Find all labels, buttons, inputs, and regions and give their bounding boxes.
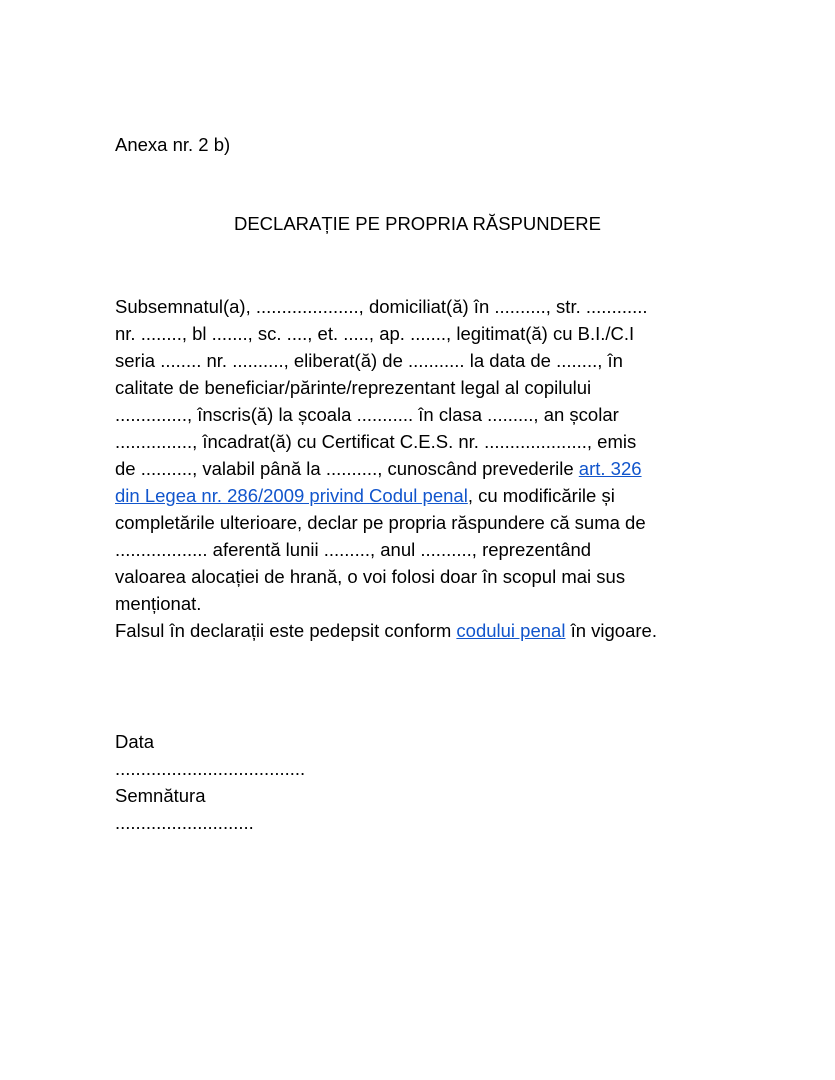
body-line-12: menționat. <box>115 593 202 614</box>
body-line-7-text: de .........., valabil până la .........., cunoscând prevederile <box>115 458 579 479</box>
body-line-1: Subsemnatul(a), ...................., domiciliat(ă) în .........., str. ............ <box>115 296 648 317</box>
body-line-13-text-pre: Falsul în declarații este pedepsit conform <box>115 620 457 641</box>
declaration-body <box>115 293 730 644</box>
signature-dots: ........................... <box>115 812 254 833</box>
body-line-9: completările ulterioare, declar pe propria răspundere că suma de <box>115 512 646 533</box>
penal-code-link[interactable]: codului penal <box>456 620 566 641</box>
body-line-6: ..............., încadrat(ă) cu Certificat C.E.S. nr. ...................., emis <box>115 431 637 452</box>
body-line-3: seria ........ nr. .........., eliberat(ă) de ........... la data de ........, în <box>115 350 623 371</box>
signature-block <box>115 728 305 836</box>
penal-code-article-link-part-1[interactable]: art. 326 <box>578 458 642 479</box>
date-dots: ..................................... <box>115 758 306 779</box>
body-line-2: nr. ........, bl ......., sc. ...., et. ....., ap. ......., legitimat(ă) cu B.I./C.I <box>115 323 635 344</box>
body-line-11: valoarea alocației de hrană, o voi folosi doar în scopul mai sus <box>115 566 626 587</box>
body-line-8 <box>115 482 730 509</box>
body-line-8-text: , cu modificările și <box>467 485 615 506</box>
body-line-7 <box>115 455 730 482</box>
document-title: DECLARAȚIE PE PROPRIA RĂSPUNDERE <box>233 213 601 234</box>
body-line-13-text-post: în vigoare. <box>565 620 657 641</box>
body-line-13 <box>115 617 730 644</box>
body-line-10: .................. aferentă lunii ........., anul .........., reprezentând <box>115 539 592 560</box>
signature-label: Semnătura <box>115 785 206 806</box>
body-line-5: .............., înscris(ă) la școala ........... în clasa ........., an școlar <box>115 404 619 425</box>
body-line-4: calitate de beneficiar/părinte/reprezentant legal al copilului <box>115 377 592 398</box>
date-label: Data <box>115 731 155 752</box>
penal-code-article-link-part-2[interactable]: din Legea nr. 286/2009 privind Codul penal <box>115 485 468 506</box>
annex-label: Anexa nr. 2 b) <box>115 134 231 155</box>
